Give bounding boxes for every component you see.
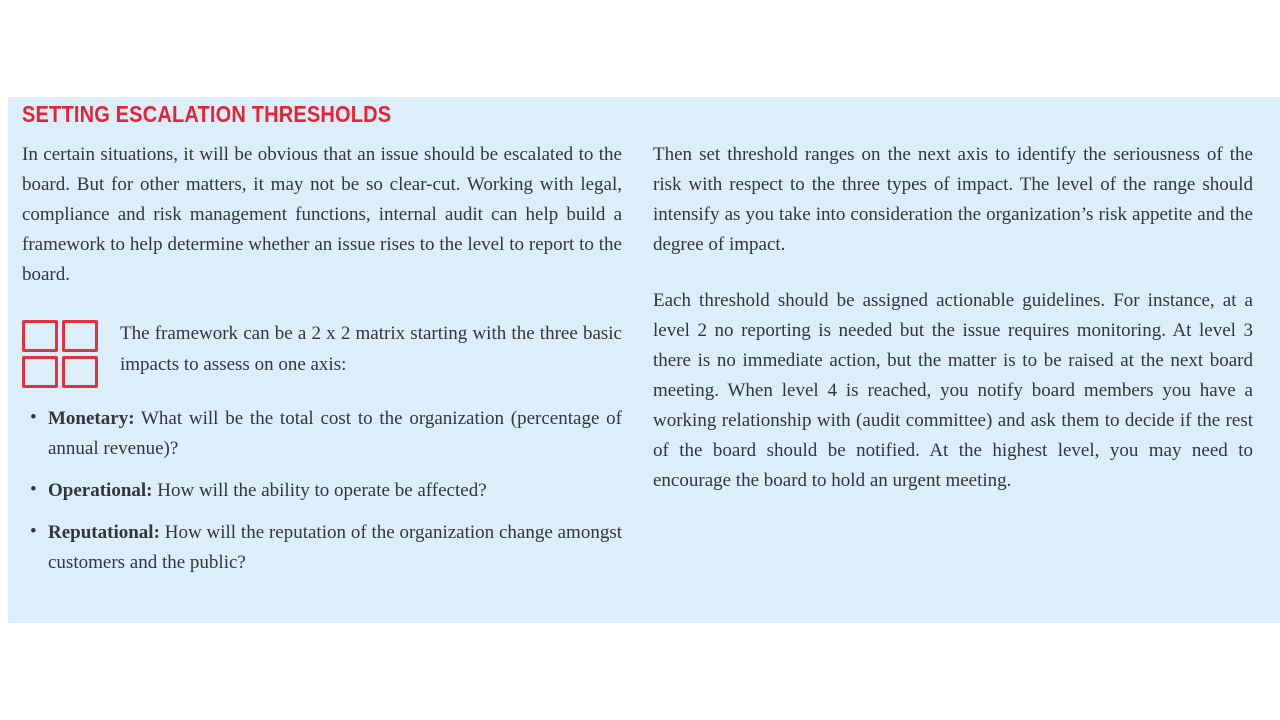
- bullet-item-operational: [22, 476, 622, 506]
- matrix-2x2-icon: [22, 320, 98, 388]
- actionable-guidelines-paragraph: Each threshold should be assigned actionable guidelines. For instance, at a level 2 no reporting is needed but the issue requires monitoring. At level 3 there is no immediate action, but the matter is to be raised at the next board meeting. When level 4 is reached, you notify board members you have a working relationship with (audit committee) and ask them to decide if the rest of the board should be notified. At the highest level, you may need to encourage the board to hold an urgent meeting.: [653, 290, 1253, 491]
- matrix-cell: [22, 356, 58, 388]
- impact-bullet-list: [22, 404, 622, 578]
- bullet-dot-icon: •: [30, 479, 37, 500]
- right-column: [653, 140, 1253, 496]
- bullet-label-monetary: Monetary:: [48, 408, 135, 429]
- matrix-cell: [62, 320, 98, 352]
- intro-paragraph: In certain situations, it will be obvious that an issue should be escalated to the board. But for other matters, it may not be so clear-cut. Working with legal, compliance and risk management functions, internal audit can help build a framework to help determine whether an issue rises to the level to report to the board.: [22, 144, 622, 285]
- bullet-text-monetary: What will be the total cost to the organization (percentage of annual revenue)?: [48, 408, 622, 459]
- bullet-label-operational: Operational:: [48, 480, 153, 501]
- bullet-text-operational: How will the ability to operate be affected?: [157, 480, 487, 501]
- bullet-item-reputational: [22, 518, 622, 578]
- matrix-cell: [62, 356, 98, 388]
- bullet-dot-icon: •: [30, 407, 37, 428]
- matrix-cell: [22, 320, 58, 352]
- bullet-label-reputational: Reputational:: [48, 522, 160, 543]
- threshold-ranges-paragraph: Then set threshold ranges on the next axis to identify the seriousness of the risk with respect to the three types of impact. The level of the range should intensify as you take into consideration the organization’s risk appetite and the degree of impact.: [653, 144, 1253, 255]
- left-column: [22, 140, 622, 590]
- bullet-text-reputational: How will the reputation of the organization change amongst customers and the public?: [48, 522, 623, 573]
- bullet-item-monetary: [22, 404, 622, 464]
- escalation-thresholds-panel: [8, 97, 1280, 623]
- bullet-dot-icon: •: [30, 521, 37, 542]
- framework-row: [22, 318, 622, 388]
- panel-heading: SETTING ESCALATION THRESHOLDS: [22, 101, 392, 127]
- framework-note: The framework can be a 2 x 2 matrix starting with the three basic impacts to assess on one axis:: [120, 323, 622, 375]
